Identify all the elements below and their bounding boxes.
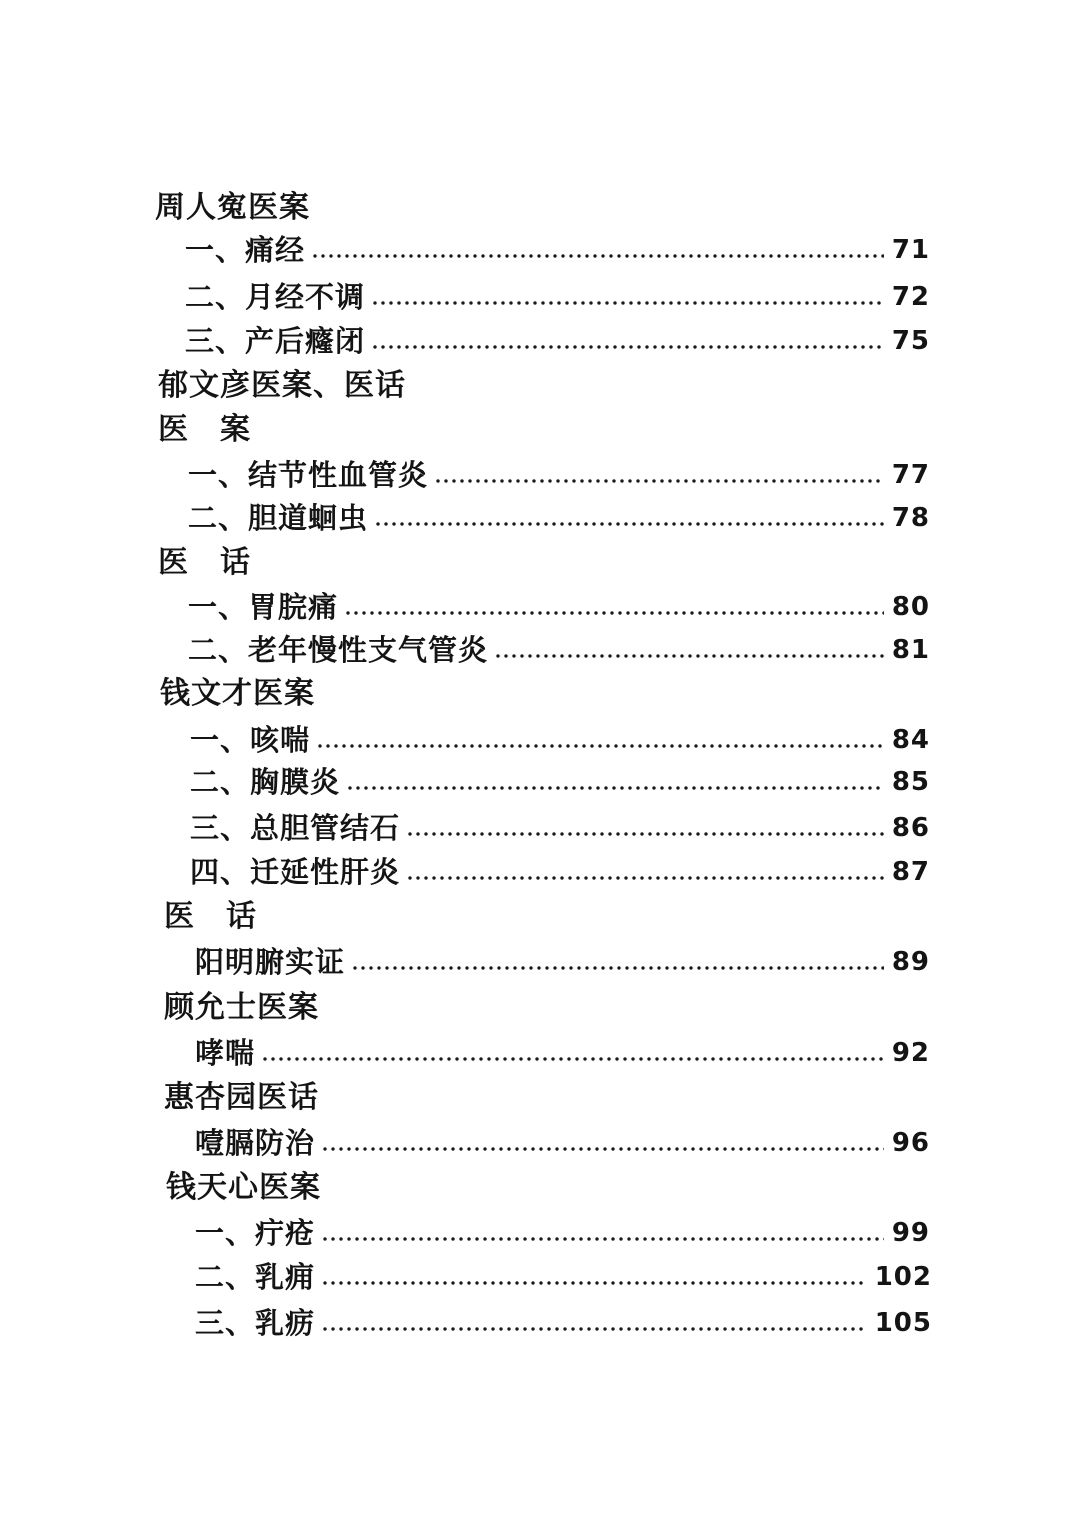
toc-entry-title: 二、胸膜炎 xyxy=(190,765,341,799)
toc-page-number: 71 xyxy=(891,235,930,265)
toc-heading: 顾允士医案 xyxy=(164,990,319,1025)
toc-entry[interactable] xyxy=(190,760,930,804)
toc-page-number: 84 xyxy=(891,725,930,755)
toc-page-number: 92 xyxy=(891,1038,930,1068)
toc-entry[interactable] xyxy=(185,228,930,272)
toc-entry-title: 二、月经不调 xyxy=(185,280,366,314)
toc-entry[interactable] xyxy=(188,585,930,629)
toc-page-number: 85 xyxy=(891,767,930,797)
toc-entry-title: 阳明腑实证 xyxy=(195,945,346,979)
dot-leader xyxy=(321,1327,867,1331)
dot-leader xyxy=(406,876,884,880)
dot-leader xyxy=(494,654,884,658)
toc-entry-title: 一、疔疮 xyxy=(195,1216,316,1250)
toc-entry[interactable] xyxy=(195,940,930,984)
toc-page-number: 99 xyxy=(891,1218,930,1248)
toc-entry[interactable] xyxy=(188,453,930,497)
dot-leader xyxy=(316,744,884,748)
toc-subheading: 医 案 xyxy=(158,412,251,447)
toc-heading: 钱文才医案 xyxy=(160,676,315,711)
dot-leader xyxy=(344,611,884,615)
toc-page-number: 75 xyxy=(891,326,930,356)
toc-entry-title: 一、咳喘 xyxy=(190,723,311,757)
dot-leader xyxy=(321,1237,884,1241)
toc-page-number: 105 xyxy=(874,1308,932,1338)
dot-leader xyxy=(371,301,884,305)
toc-entry-title: 一、胃脘痛 xyxy=(188,590,339,624)
toc-entry-title: 一、痛经 xyxy=(185,233,306,267)
toc-entry-title: 二、乳痈 xyxy=(195,1260,316,1294)
toc-heading: 惠杏园医话 xyxy=(164,1080,319,1115)
dot-leader xyxy=(406,832,884,836)
toc-entry[interactable] xyxy=(195,1121,930,1165)
toc-page-number: 87 xyxy=(891,857,930,887)
dot-leader xyxy=(321,1147,884,1151)
toc-entry-title: 三、总胆管结石 xyxy=(190,811,401,845)
toc-subheading: 医 话 xyxy=(164,899,257,934)
toc-entry[interactable] xyxy=(195,1031,930,1075)
toc-entry-title: 二、老年慢性支气管炎 xyxy=(188,633,489,667)
toc-entry[interactable] xyxy=(190,718,930,762)
toc-subheading: 医 话 xyxy=(158,545,251,580)
toc-entry-title: 哮喘 xyxy=(195,1036,256,1070)
dot-leader xyxy=(351,966,884,970)
toc-entry[interactable] xyxy=(185,319,930,363)
toc-page-number: 102 xyxy=(874,1262,932,1292)
toc-entry-title: 三、产后癃闭 xyxy=(185,324,366,358)
toc-page-number: 78 xyxy=(891,503,930,533)
toc-page-number: 72 xyxy=(891,282,930,312)
toc-entry[interactable] xyxy=(195,1301,932,1345)
toc-entry[interactable] xyxy=(190,850,930,894)
toc-entry[interactable] xyxy=(188,628,930,672)
dot-leader xyxy=(371,345,884,349)
toc-entry[interactable] xyxy=(188,496,930,540)
dot-leader xyxy=(311,254,884,258)
toc-entry-title: 四、迁延性肝炎 xyxy=(190,855,401,889)
toc-page-number: 77 xyxy=(891,460,930,490)
toc-heading: 周人寃医案 xyxy=(155,190,310,225)
toc-entry-title: 一、结节性血管炎 xyxy=(188,458,429,492)
toc-entry-title: 三、乳疬 xyxy=(195,1306,316,1340)
dot-leader xyxy=(321,1281,867,1285)
toc-entry[interactable] xyxy=(195,1255,932,1299)
toc-entry-title: 噎膈防治 xyxy=(195,1126,316,1160)
toc-page-number: 86 xyxy=(891,813,930,843)
toc-heading: 郁文彦医案、医话 xyxy=(158,368,406,403)
dot-leader xyxy=(374,522,884,526)
toc-page-number: 80 xyxy=(891,592,930,622)
dot-leader xyxy=(261,1057,884,1061)
toc-entry[interactable] xyxy=(195,1211,930,1255)
toc-entry[interactable] xyxy=(185,275,930,319)
toc-entry[interactable] xyxy=(190,806,930,850)
toc-page-number: 96 xyxy=(891,1128,930,1158)
toc-heading: 钱天心医案 xyxy=(166,1170,321,1205)
toc-page-number: 89 xyxy=(891,947,930,977)
toc-entry-title: 二、胆道蛔虫 xyxy=(188,501,369,535)
dot-leader xyxy=(346,786,884,790)
dot-leader xyxy=(434,479,884,483)
toc-page-number: 81 xyxy=(891,635,930,665)
